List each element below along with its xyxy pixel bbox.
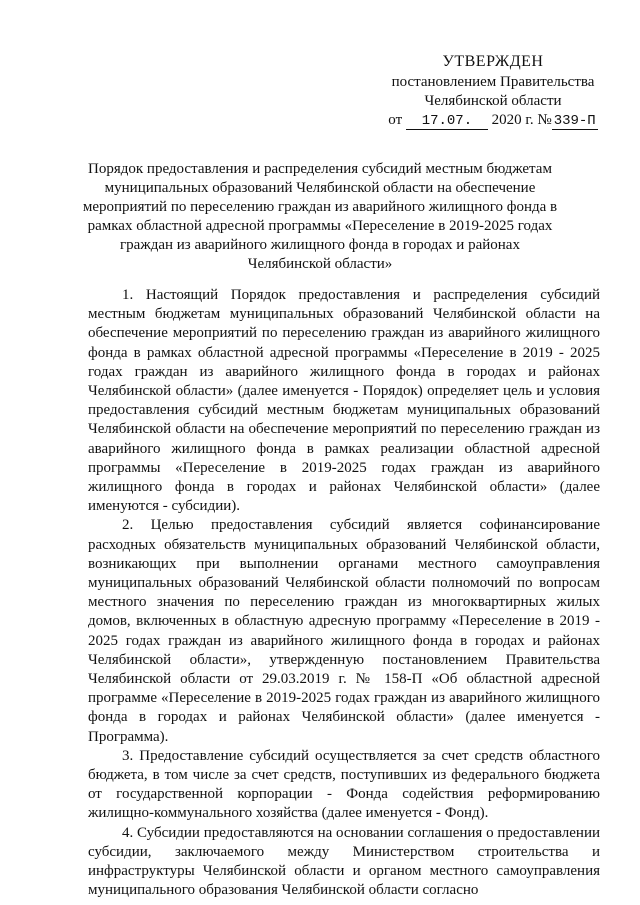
approval-date-line <box>368 111 618 130</box>
paragraph-4: 4. Субсидии предоставляются на основании соглашения о предоставлении субсидии, заключаемого между Министерством строительства и инфраструктуры Челябинской области и органом местного самоуправления муниципального образования Челябинской области согласно <box>88 824 600 899</box>
date-year: 2020 г. № <box>491 112 552 128</box>
paragraph-1: 1. Настоящий Порядок предоставления и распределения субсидий местным бюджетам муниципальных образований Челябинской области на обеспечение мероприятий по переселению граждан из аварийного жилищного фонда в рамках областной адресной программы «Переселение в 2019 - 2025 годах граждан из аварийного жилищного фонда в городах и районах Челябинской области» (далее именуется - Порядок) определяет цель и условия предоставления субсидий местным бюджетам муниципальных образований Челябинской области на обеспечение мероприятий по переселению граждан из аварийного жилищного фонда в рамках реализации областной адресной программы «Переселение в 2019-2025 годах граждан из аварийного жилищного фонда в городах и районах Челябинской области» (далее именуются - субсидии). <box>88 287 600 515</box>
approval-line-1: постановлением Правительства <box>391 74 595 90</box>
document-body <box>88 286 600 901</box>
approval-title: УТВЕРЖДЕН <box>442 53 544 70</box>
approval-stamp <box>368 52 618 130</box>
handwritten-date: 17.07. <box>406 114 488 130</box>
paragraph-3: 3. Предоставление субсидий осуществляется за счет средств областного бюджета, в том числе за счет средств, поступивших из федерального бюджета от государственной корпорации - Фонда содействия реформированию жилищно-коммунального хозяйства (далее именуется - Фонд). <box>88 747 600 822</box>
approval-line-2: Челябинской области <box>424 93 562 109</box>
paragraph-2: 2. Целью предоставления субсидий является софинансирование расходных обязательств муниципальных образований Челябинской области, возникающих при выполнении органами местного самоуправления муниципальных образований Челябинской области полномочий по вопросам местного значения по переселению граждан из многоквартирных жилых домов, включенных в областную адресную программу «Переселение в 2019 - 2025 годах граждан из аварийного жилищного фонда в городах и районах Челябинской области», утвержденную постановлением Правительства Челябинской области от 29.03.2019 г. № 158-П «Об областной адресной программе «Переселение в 2019-2025 годах граждан из аварийного жилищного фонда в городах и районах Челябинской области» (далее именуется - Программа). <box>88 517 600 745</box>
date-prefix: от <box>388 112 403 128</box>
document-title: Порядок предоставления и распределения субсидий местным бюджетам муниципальных образований Челябинской области на обеспечение мероприятий по переселению граждан из аварийного жилищного фонда в рамках областной адресной программы «Переселение в 2019-2025 годах граждан из аварийного жилищного фонда в городах и районах Челябинской области» <box>82 161 558 272</box>
handwritten-number: 339-П <box>553 113 596 129</box>
